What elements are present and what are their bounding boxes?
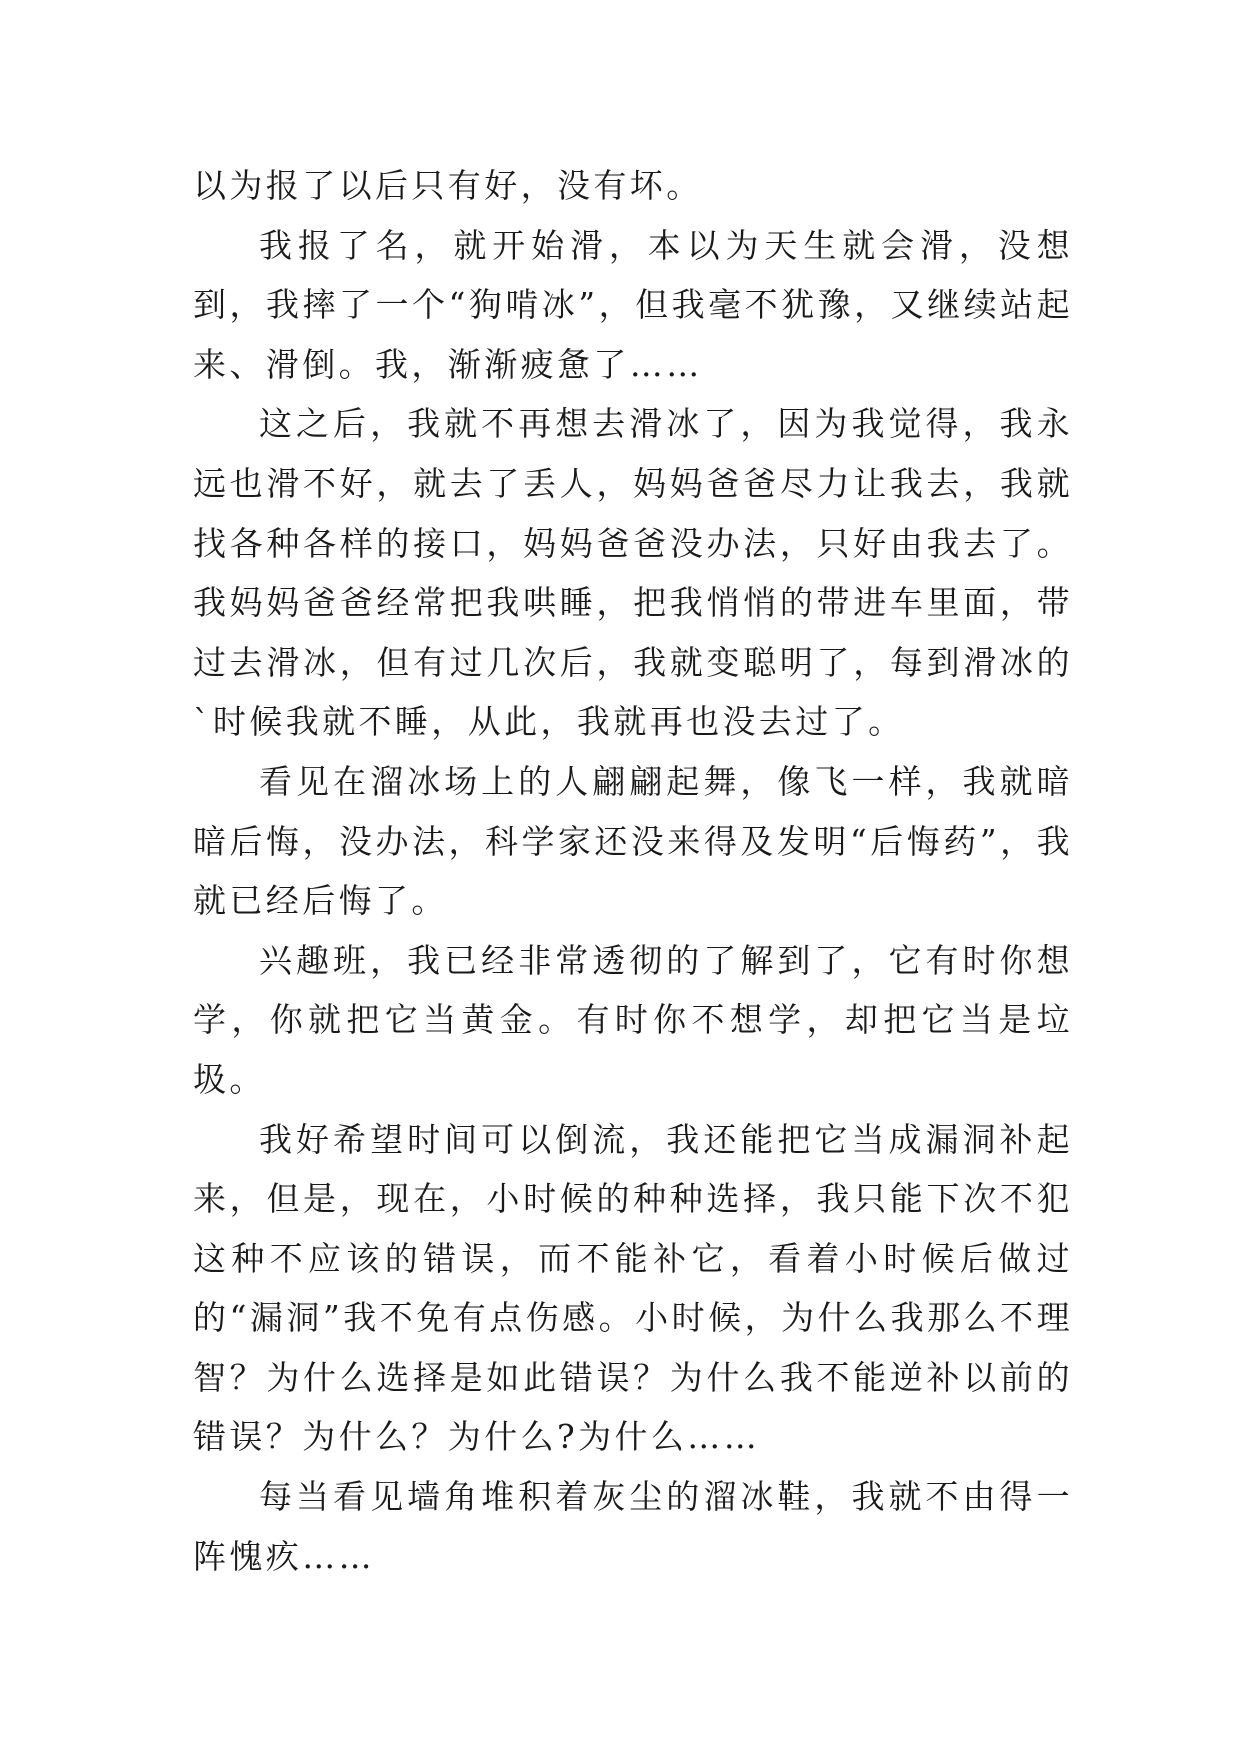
paragraph-continued: 以为报了以后只有好，没有坏。	[193, 166, 703, 205]
paragraph-interest-class: 兴趣班，我已经非常透彻的了解到了，它有时你想学，你就把它当黄金。有时你不想学，却把它当是垃圾。	[193, 940, 1073, 1099]
paragraph-regret: 看见在溜冰场上的人翩翩起舞，像飞一样，我就暗暗后悔，没办法，科学家还没来得及发明“后悔药”，我就已经后悔了。	[193, 761, 1073, 921]
paragraph-wish: 我好希望时间可以倒流，我还能把它当成漏洞补起来，但是，现在，小时候的种种选择，我只能下次不犯这种不应该的错误，而不能补它，看着小时候后做过的“漏洞”我不免有点伤感。小时候，为什么我那么不理智？为什么选择是如此错误？为什么我不能逆补以前的错误？为什么？为什么?为什么……	[193, 1119, 1073, 1457]
paragraph-registration: 我报了名，就开始滑，本以为天生就会滑，没想到，我摔了一个“狗啃冰”，但我毫不犹豫，又继续站起来、滑倒。我，渐渐疲惫了……	[193, 225, 1073, 384]
essay-body	[193, 156, 1073, 1586]
paragraph-quitting: 这之后，我就不再想去滑冰了，因为我觉得，我永远也滑不好，就去了丢人，妈妈爸爸尽力让我去，我就找各种各样的接口，妈妈爸爸没办法，只好由我去了。我妈妈爸爸经常把我哄睡，把我悄悄的带进车里面，带过去滑冰，但有过几次后，我就变聪明了，每到滑冰的`时候我就不睡，从此，我就再也没去过了。	[193, 404, 1073, 742]
paragraph-closing: 每当看见墙角堆积着灰尘的溜冰鞋，我就不由得一阵愧疚……	[193, 1477, 1073, 1576]
